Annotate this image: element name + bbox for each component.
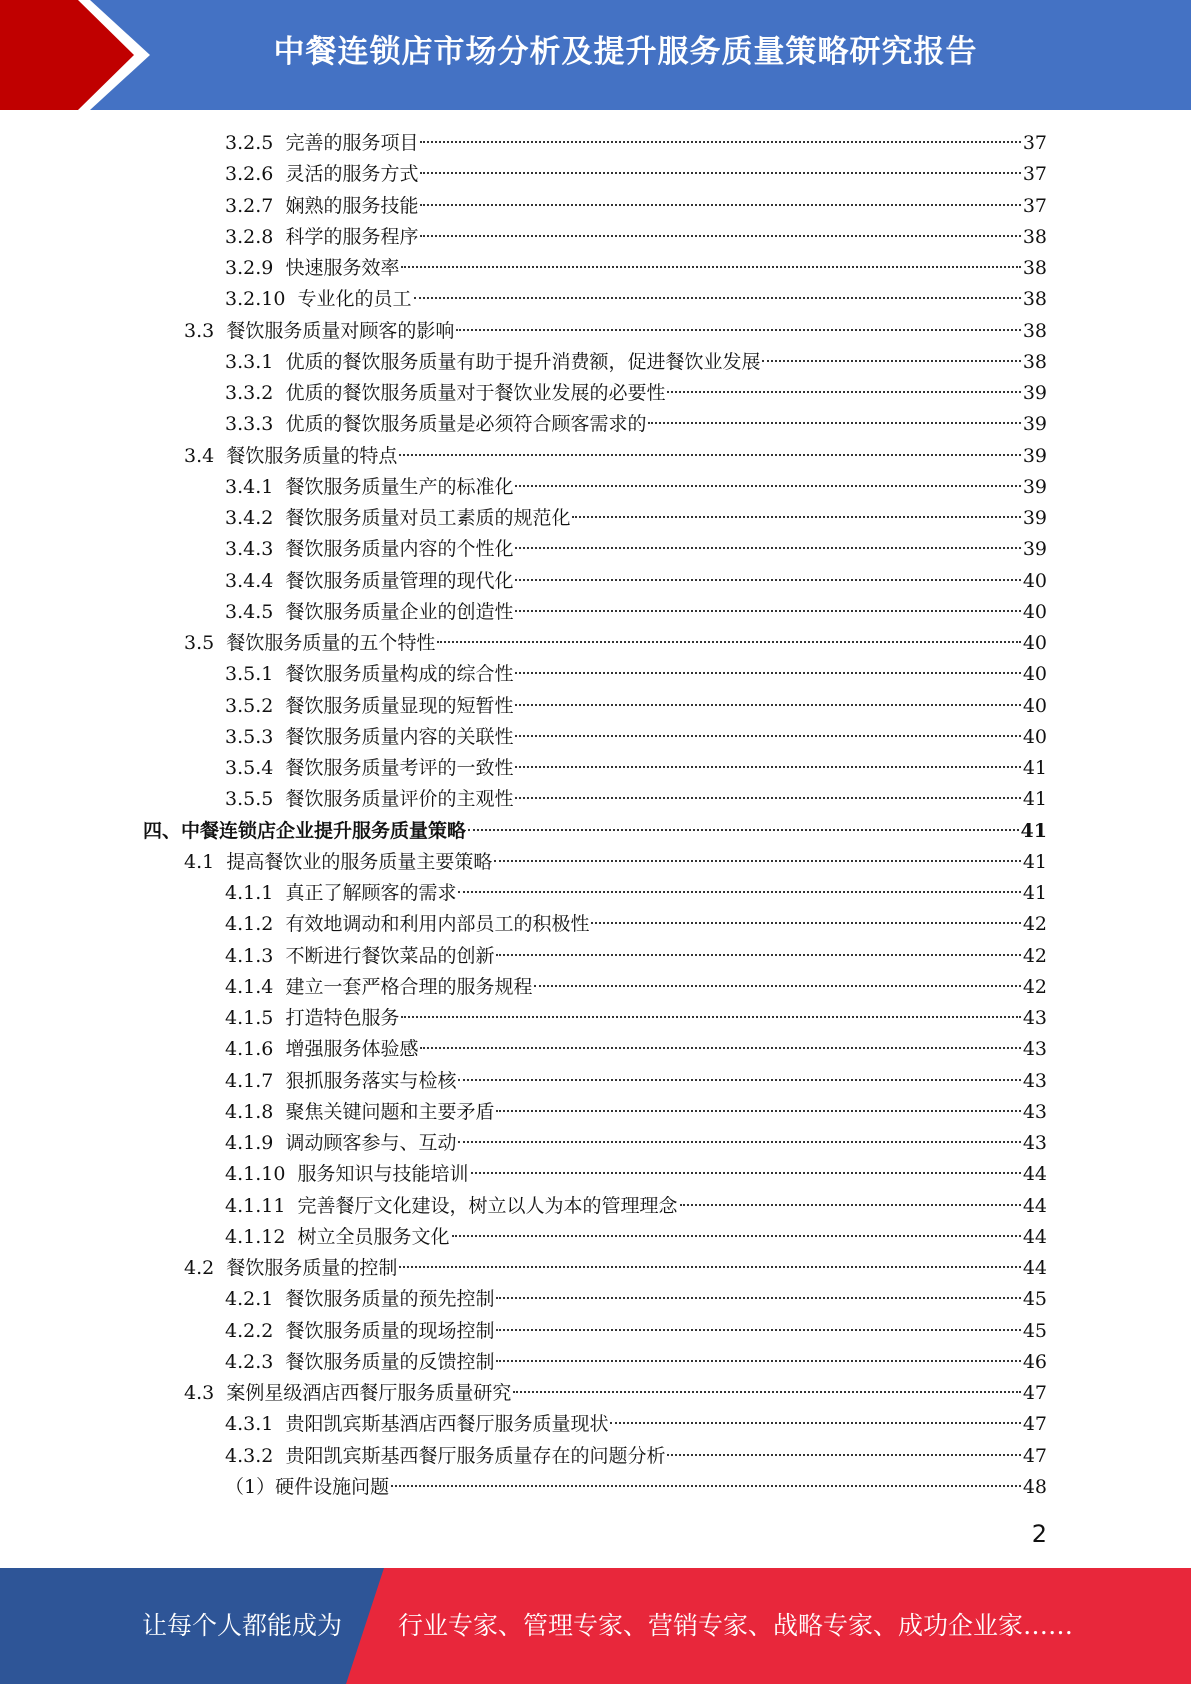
- toc-entry-page: 43: [1022, 1038, 1047, 1061]
- toc-entry-page: 40: [1022, 600, 1047, 623]
- toc-entry-spacer: [273, 534, 285, 565]
- toc-dot-leader: [420, 204, 1020, 206]
- toc-entry-number: 3.3.3: [225, 413, 274, 436]
- toc-entry-page: 44: [1022, 1225, 1047, 1248]
- toc-dot-leader: [515, 547, 1020, 549]
- toc-entry[interactable]: [0, 1472, 1191, 1503]
- toc-entry-number: 4.2.3: [225, 1350, 274, 1373]
- toc-entry-number: 3.4.3: [225, 538, 274, 561]
- toc-entry-title: 不断进行餐饮菜品的创新: [285, 944, 495, 967]
- toc-entry[interactable]: [0, 128, 1191, 159]
- toc-entry-spacer: [273, 1347, 285, 1378]
- toc-dot-leader: [515, 485, 1020, 487]
- toc-entry[interactable]: [0, 534, 1191, 565]
- toc-entry-spacer: [273, 753, 285, 784]
- toc-entry-title: 专业化的员工: [297, 288, 412, 311]
- toc-entry-title: 餐饮服务质量的反馈控制: [285, 1350, 495, 1373]
- toc-entry-page: 43: [1022, 1132, 1047, 1154]
- toc-entry[interactable]: [0, 472, 1191, 503]
- toc-entry[interactable]: [0, 1034, 1191, 1065]
- toc-entry[interactable]: [0, 1003, 1191, 1034]
- toc-entry-spacer: [273, 1284, 285, 1315]
- toc-dot-leader: [420, 1047, 1020, 1049]
- toc-dot-leader: [513, 1391, 1020, 1393]
- toc-entry-number: 3.2.7: [225, 194, 274, 217]
- toc-entry-page: 41: [1022, 757, 1047, 779]
- toc-dot-leader: [667, 391, 1020, 393]
- toc-entry-title: 餐饮服务质量的特点: [226, 444, 398, 467]
- toc-entry-title: 餐饮服务质量的预先控制: [285, 1288, 495, 1311]
- toc-dot-leader: [496, 954, 1020, 956]
- toc-entry-page: 45: [1022, 1319, 1047, 1342]
- toc-entry-page: 39: [1022, 444, 1047, 467]
- toc-entry-number: 3.5: [184, 632, 215, 654]
- toc-entry-number: 4.1.11: [225, 1194, 286, 1217]
- toc-entry[interactable]: [0, 1097, 1191, 1128]
- toc-entry-spacer: [273, 1003, 285, 1034]
- toc-entry-page: 38: [1022, 225, 1047, 248]
- toc-entry[interactable]: [0, 441, 1191, 472]
- footer-slogan-left: 让每个人都能成为: [142, 1611, 343, 1640]
- toc-entry-spacer: [273, 222, 285, 253]
- toc-dot-leader: [496, 1110, 1020, 1112]
- toc-entry-title: 优质的餐饮服务质量有助于提升消费额，促进餐饮业发展: [285, 350, 761, 373]
- toc-dot-leader: [471, 1172, 1021, 1174]
- toc-entry-page: 44: [1022, 1194, 1047, 1217]
- toc-entry-title: 快速服务效率: [285, 257, 400, 279]
- toc-entry[interactable]: [0, 409, 1191, 440]
- toc-dot-leader: [496, 1329, 1020, 1331]
- toc-entry[interactable]: [0, 1191, 1191, 1222]
- toc-entry-title: 优质的餐饮服务质量是必须符合顾客需求的: [285, 413, 647, 436]
- toc-entry-spacer: [214, 441, 226, 472]
- toc-entry[interactable]: [0, 847, 1191, 878]
- toc-dot-leader: [468, 829, 1019, 831]
- toc-entry-spacer: [273, 784, 285, 815]
- toc-entry-spacer: [273, 1441, 285, 1472]
- toc-entry-page: 39: [1022, 538, 1047, 561]
- toc-entry[interactable]: [0, 1066, 1191, 1097]
- toc-entry-number: 3.3.2: [225, 382, 274, 404]
- toc-entry[interactable]: [0, 816, 1191, 847]
- toc-entry-title: 提高餐饮业的服务质量主要策略: [226, 850, 493, 873]
- toc-entry-page: 40: [1022, 663, 1047, 686]
- toc-entry-number: 4.1.5: [225, 1007, 274, 1029]
- toc-entry[interactable]: [0, 1128, 1191, 1159]
- toc-entry[interactable]: [0, 909, 1191, 940]
- toc-entry[interactable]: [0, 316, 1191, 347]
- toc-entry-spacer: [273, 1034, 285, 1065]
- toc-entry-number: 4.1: [184, 850, 215, 873]
- toc-entry-number: 4.2.1: [225, 1288, 274, 1311]
- toc-entry[interactable]: [0, 1441, 1191, 1472]
- toc-dot-leader: [496, 1360, 1020, 1362]
- toc-entry[interactable]: [0, 628, 1191, 659]
- toc-entry-number: 4.1.6: [225, 1038, 274, 1061]
- toc-entry-spacer: [273, 941, 285, 972]
- toc-entry-title: 树立全员服务文化: [297, 1225, 450, 1248]
- toc-entry-number: 3.4.1: [225, 475, 274, 498]
- toc-entry-spacer: [214, 1253, 226, 1284]
- toc-entry-number: 4.3: [184, 1382, 215, 1404]
- toc-entry-title: 餐饮服务质量评价的主观性: [285, 788, 514, 811]
- toc-entry-page: 38: [1022, 350, 1047, 373]
- toc-entry-title: 调动顾客参与、互动: [285, 1132, 457, 1154]
- toc-entry-page: 40: [1022, 569, 1047, 592]
- toc-entry-spacer: [214, 316, 226, 347]
- toc-dot-leader: [680, 1204, 1021, 1206]
- toc-entry-number: 4.1.12: [225, 1225, 286, 1248]
- toc-entry-page: 38: [1022, 257, 1047, 279]
- toc-entry-title: 餐饮服务质量构成的综合性: [285, 663, 514, 686]
- toc-entry-spacer: [273, 503, 285, 534]
- toc-entry-spacer: [273, 597, 285, 628]
- toc-entry-spacer: [273, 722, 285, 753]
- toc-entry-spacer: [285, 1191, 297, 1222]
- toc-entry-title: 优质的餐饮服务质量对于餐饮业发展的必要性: [285, 382, 666, 404]
- toc-entry-spacer: [285, 1222, 297, 1253]
- toc-entry[interactable]: [0, 972, 1191, 1003]
- toc-entry[interactable]: [0, 1253, 1191, 1284]
- toc-entry[interactable]: [0, 659, 1191, 690]
- toc-entry-spacer: [273, 409, 285, 440]
- toc-entry-spacer: [285, 284, 297, 315]
- toc-entry-number: 3.5.4: [225, 757, 274, 779]
- toc-dot-leader: [399, 454, 1020, 456]
- toc-entry-page: 43: [1022, 1100, 1047, 1123]
- toc-entry[interactable]: [0, 347, 1191, 378]
- toc-dot-leader: [391, 1485, 1021, 1487]
- toc-entry[interactable]: [0, 159, 1191, 190]
- toc-entry-page: 40: [1022, 694, 1047, 717]
- toc-entry-page: 47: [1022, 1444, 1047, 1467]
- toc-entry-page: 37: [1022, 163, 1047, 186]
- toc-dot-leader: [648, 422, 1020, 424]
- toc-entry[interactable]: [0, 1316, 1191, 1347]
- toc-entry-title: 完善的服务项目: [285, 132, 419, 154]
- toc-entry-spacer: [214, 1378, 226, 1409]
- toc-entry[interactable]: [0, 722, 1191, 753]
- toc-entry-spacer: [273, 159, 285, 190]
- toc-entry[interactable]: [0, 1409, 1191, 1440]
- toc-entry-page: 39: [1022, 507, 1047, 529]
- toc-entry-title: 聚焦关键问题和主要矛盾: [285, 1100, 495, 1123]
- toc-entry-page: 44: [1022, 1163, 1047, 1186]
- toc-entry-spacer: [273, 472, 285, 503]
- toc-entry-number: 3.2.8: [225, 225, 274, 248]
- toc-entry-title: 餐饮服务质量对员工素质的规范化: [285, 507, 571, 529]
- toc-dot-leader: [572, 516, 1020, 518]
- toc-entry[interactable]: [0, 503, 1191, 534]
- toc-dot-leader: [458, 1141, 1020, 1143]
- toc-entry[interactable]: [0, 1284, 1191, 1315]
- toc-entry-number: 4.1.2: [225, 913, 274, 936]
- toc-entry-number: 4.1.9: [225, 1132, 274, 1154]
- toc-entry[interactable]: [0, 566, 1191, 597]
- toc-entry-number: 4.3.2: [225, 1444, 274, 1467]
- toc-entry[interactable]: [0, 691, 1191, 722]
- toc-entry-spacer: [273, 347, 285, 378]
- toc-entry-spacer: [273, 1128, 285, 1159]
- toc-entry-spacer: [273, 878, 285, 909]
- toc-entry-title: 餐饮服务质量生产的标准化: [285, 475, 514, 498]
- toc-entry-page: 43: [1022, 1069, 1047, 1092]
- toc-entry-number: 4.1.1: [225, 882, 274, 904]
- toc-entry-title: （1）硬件设施问题: [225, 1475, 390, 1498]
- toc-entry[interactable]: [0, 253, 1191, 284]
- toc-entry-title: 真正了解顾客的需求: [285, 882, 457, 904]
- toc-entry-title: 贵阳凯宾斯基西餐厅服务质量存在的问题分析: [285, 1444, 666, 1467]
- toc-dot-leader: [515, 735, 1020, 737]
- toc-entry-number: 3.5.3: [225, 725, 274, 748]
- toc-dot-leader: [515, 672, 1020, 674]
- toc-entry-number: 4.1.3: [225, 944, 274, 967]
- toc-dot-leader: [414, 297, 1021, 299]
- page-number: 2: [1031, 1520, 1047, 1548]
- table-of-contents: [0, 128, 1191, 1503]
- toc-entry-page: 41: [1020, 819, 1047, 842]
- toc-entry-spacer: [273, 1066, 285, 1097]
- toc-entry-number: 4.1.7: [225, 1069, 274, 1092]
- toc-entry-spacer: [214, 628, 226, 659]
- toc-entry-number: 3.4.4: [225, 569, 274, 592]
- toc-entry-spacer: [273, 253, 285, 284]
- toc-entry-spacer: [285, 1159, 297, 1190]
- toc-entry-title: 餐饮服务质量的控制: [226, 1257, 398, 1279]
- toc-entry-page: 44: [1022, 1257, 1047, 1279]
- toc-entry-title: 四、中餐连锁店企业提升服务质量策略: [143, 819, 467, 842]
- toc-dot-leader: [515, 704, 1020, 706]
- toc-entry-number: 4.1.4: [225, 975, 274, 998]
- toc-dot-leader: [437, 641, 1020, 643]
- toc-dot-leader: [496, 1297, 1020, 1299]
- toc-entry-title: 餐饮服务质量内容的个性化: [285, 538, 514, 561]
- toc-entry-title: 增强服务体验感: [285, 1038, 419, 1061]
- toc-entry-spacer: [273, 378, 285, 409]
- toc-dot-leader: [515, 610, 1020, 612]
- toc-entry-number: 3.2.6: [225, 163, 274, 186]
- toc-entry-title: 科学的服务程序: [285, 225, 419, 248]
- toc-entry-title: 餐饮服务质量考评的一致性: [285, 757, 514, 779]
- toc-entry-title: 建立一套严格合理的服务规程: [285, 975, 533, 998]
- toc-entry-title: 完善餐厅文化建设，树立以人为本的管理理念: [297, 1194, 678, 1217]
- toc-entry-page: 42: [1022, 913, 1047, 936]
- toc-entry-title: 餐饮服务质量对顾客的影响: [226, 319, 455, 342]
- report-header: [0, 0, 1191, 110]
- toc-dot-leader: [399, 1266, 1020, 1268]
- toc-entry[interactable]: [0, 1378, 1191, 1409]
- toc-entry[interactable]: [0, 1222, 1191, 1253]
- toc-entry-title: 餐饮服务质量的五个特性: [226, 632, 436, 654]
- toc-entry-page: 41: [1022, 850, 1047, 873]
- toc-entry-number: 3.4.5: [225, 600, 274, 623]
- toc-entry-page: 47: [1022, 1382, 1047, 1404]
- toc-dot-leader: [667, 1454, 1020, 1456]
- toc-entry-title: 餐饮服务质量管理的现代化: [285, 569, 514, 592]
- toc-entry-page: 39: [1022, 382, 1047, 404]
- toc-entry-page: 41: [1022, 788, 1047, 811]
- toc-entry-title: 打造特色服务: [285, 1007, 400, 1029]
- toc-entry-spacer: [273, 909, 285, 940]
- toc-entry-number: 4.2.2: [225, 1319, 274, 1342]
- toc-entry[interactable]: [0, 222, 1191, 253]
- toc-entry-number: 3.5.5: [225, 788, 274, 811]
- toc-dot-leader: [420, 141, 1020, 143]
- toc-entry[interactable]: [0, 1347, 1191, 1378]
- toc-entry-page: 48: [1022, 1475, 1047, 1498]
- toc-dot-leader: [420, 172, 1020, 174]
- toc-entry-number: 3.5.2: [225, 694, 274, 717]
- toc-entry-page: 41: [1022, 882, 1047, 904]
- toc-entry-number: 3.2.9: [225, 257, 274, 279]
- toc-entry-title: 餐饮服务质量企业的创造性: [285, 600, 514, 623]
- toc-entry-number: 3.4: [184, 444, 215, 467]
- toc-dot-leader: [456, 329, 1020, 331]
- toc-entry-title: 狠抓服务落实与检核: [285, 1069, 457, 1092]
- toc-entry-number: 3.3.1: [225, 350, 274, 373]
- toc-entry-title: 娴熟的服务技能: [285, 194, 419, 217]
- toc-dot-leader: [515, 766, 1020, 768]
- toc-dot-leader: [401, 266, 1020, 268]
- toc-entry-page: 45: [1022, 1288, 1047, 1311]
- toc-entry-spacer: [273, 659, 285, 690]
- toc-entry-title: 案例星级酒店西餐厅服务质量研究: [226, 1382, 512, 1404]
- toc-dot-leader: [420, 235, 1020, 237]
- toc-entry[interactable]: [0, 878, 1191, 909]
- toc-entry-spacer: [214, 847, 226, 878]
- toc-entry-title: 餐饮服务质量的现场控制: [285, 1319, 495, 1342]
- toc-entry-spacer: [273, 1097, 285, 1128]
- toc-entry-title: 餐饮服务质量内容的关联性: [285, 725, 514, 748]
- toc-dot-leader: [515, 797, 1020, 799]
- toc-entry-spacer: [273, 1409, 285, 1440]
- toc-dot-leader: [458, 891, 1020, 893]
- toc-entry-number: 3.4.2: [225, 507, 274, 529]
- toc-entry-number: 3.2.10: [225, 288, 286, 311]
- toc-entry-title: 灵活的服务方式: [285, 163, 419, 186]
- toc-entry-page: 40: [1022, 632, 1047, 654]
- toc-entry-page: 47: [1022, 1413, 1047, 1436]
- toc-entry-number: 4.3.1: [225, 1413, 274, 1436]
- toc-entry-page: 38: [1022, 288, 1047, 311]
- toc-entry-page: 38: [1022, 319, 1047, 342]
- report-title: 中餐连锁店市场分析及提升服务质量策略研究报告: [273, 34, 978, 70]
- toc-entry[interactable]: [0, 1159, 1191, 1190]
- toc-entry-number: 4.2: [184, 1257, 215, 1279]
- toc-dot-leader: [591, 922, 1020, 924]
- toc-entry-number: 3.3: [184, 319, 215, 342]
- toc-dot-leader: [452, 1235, 1021, 1237]
- toc-entry-number: 3.2.5: [225, 132, 274, 154]
- toc-entry-title: 服务知识与技能培训: [297, 1163, 469, 1186]
- toc-entry-page: 39: [1022, 413, 1047, 436]
- toc-entry[interactable]: [0, 784, 1191, 815]
- toc-entry[interactable]: [0, 284, 1191, 315]
- toc-entry-number: 4.1.10: [225, 1163, 286, 1186]
- toc-entry-number: 3.5.1: [225, 663, 274, 686]
- toc-entry-spacer: [273, 691, 285, 722]
- toc-entry-title: 有效地调动和利用内部员工的积极性: [285, 913, 590, 936]
- toc-dot-leader: [494, 860, 1020, 862]
- toc-entry-page: 42: [1022, 944, 1047, 967]
- footer-slogan-right: 行业专家、管理专家、营销专家、战略专家、成功企业家……: [398, 1611, 1074, 1640]
- toc-dot-leader: [515, 579, 1020, 581]
- toc-entry[interactable]: [0, 941, 1191, 972]
- toc-entry-spacer: [273, 566, 285, 597]
- toc-entry-page: 40: [1022, 725, 1047, 748]
- toc-entry-page: 43: [1022, 1007, 1047, 1029]
- toc-entry-page: 39: [1022, 475, 1047, 498]
- toc-entry-title: 餐饮服务质量显现的短暂性: [285, 694, 514, 717]
- toc-dot-leader: [401, 1016, 1020, 1018]
- toc-entry-spacer: [273, 128, 285, 159]
- toc-entry[interactable]: [0, 378, 1191, 409]
- toc-dot-leader: [534, 985, 1020, 987]
- toc-entry[interactable]: [0, 191, 1191, 222]
- toc-entry[interactable]: [0, 753, 1191, 784]
- toc-entry[interactable]: [0, 597, 1191, 628]
- toc-entry-page: 46: [1022, 1350, 1047, 1373]
- toc-dot-leader: [458, 1079, 1020, 1081]
- toc-entry-spacer: [273, 972, 285, 1003]
- toc-entry-spacer: [273, 191, 285, 222]
- footer-banner: [0, 1568, 1191, 1684]
- toc-entry-page: 37: [1022, 194, 1047, 217]
- toc-dot-leader: [610, 1422, 1020, 1424]
- toc-entry-number: 4.1.8: [225, 1100, 274, 1123]
- toc-dot-leader: [762, 360, 1020, 362]
- toc-entry-page: 37: [1022, 132, 1047, 154]
- toc-entry-page: 42: [1022, 975, 1047, 998]
- toc-entry-title: 贵阳凯宾斯基酒店西餐厅服务质量现状: [285, 1413, 609, 1436]
- toc-entry-spacer: [273, 1316, 285, 1347]
